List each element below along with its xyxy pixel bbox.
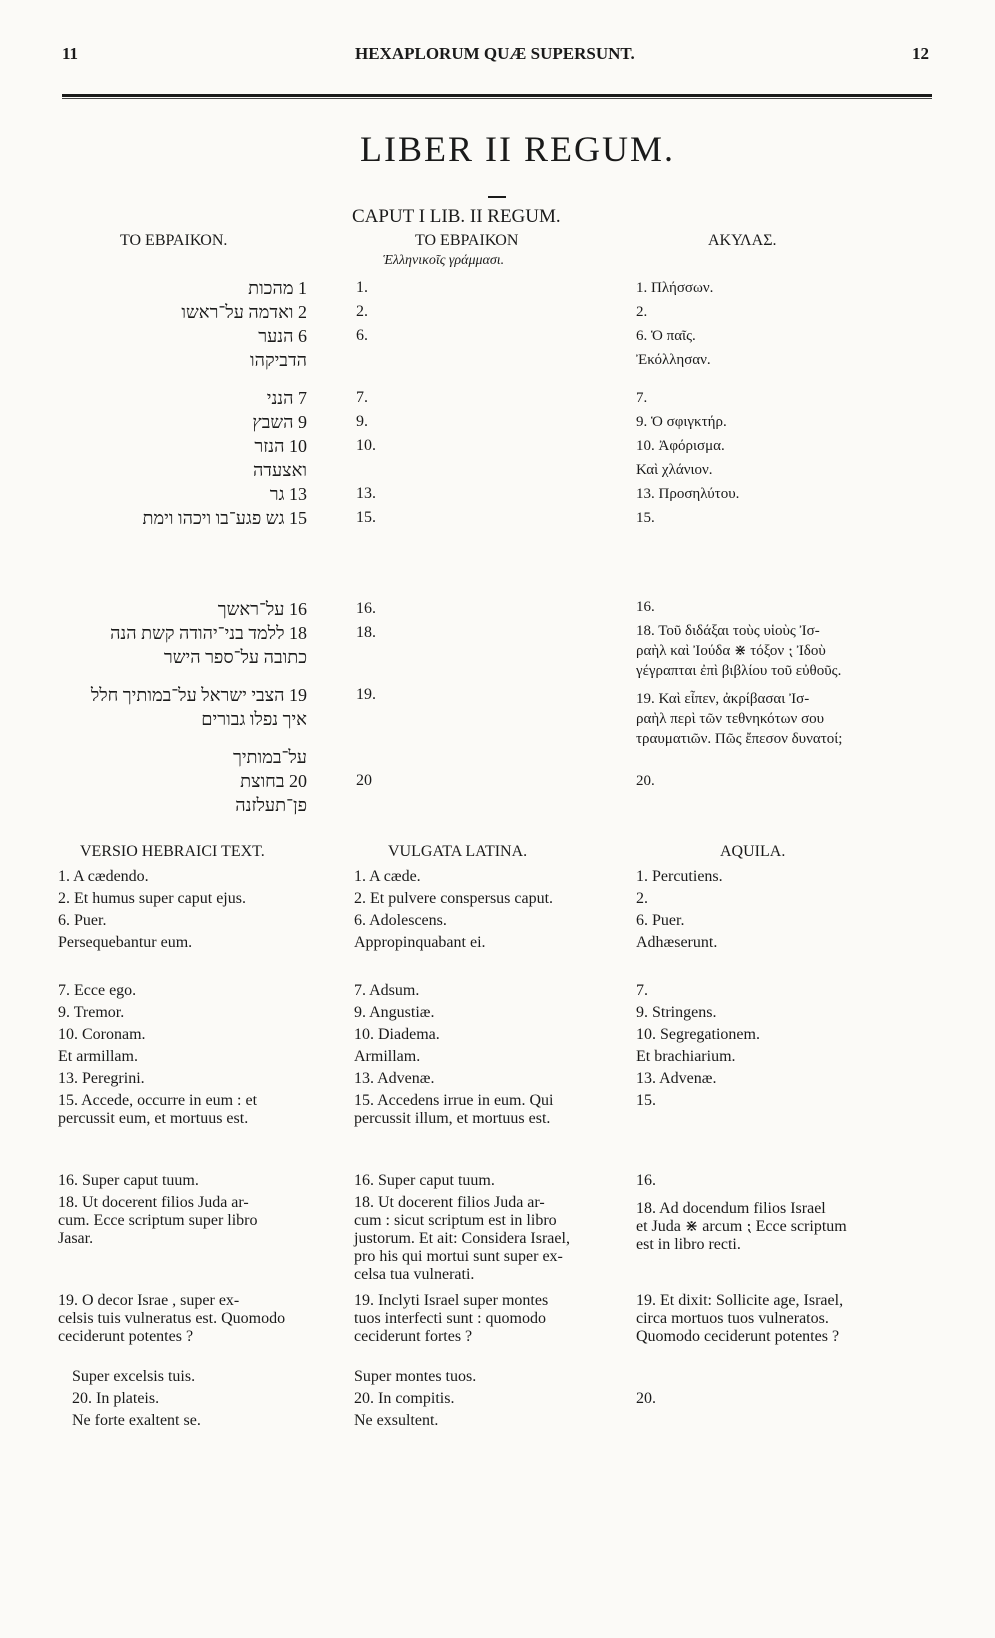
page-number-right: 12 bbox=[912, 44, 929, 63]
verse-number: 19. bbox=[356, 686, 376, 703]
greek-line: 18. Τοῦ διδάξαι τοὺς υἱοὺς Ἰσ- bbox=[636, 623, 820, 639]
latin-line: 15. Accede, occurre in eum : et bbox=[58, 1092, 258, 1109]
latin-line: 16. Super caput tuum. bbox=[58, 1172, 199, 1189]
hebrew-line: איך נפלו גבורים bbox=[201, 709, 307, 729]
aquila-greek-block-2 bbox=[636, 386, 739, 530]
latin-line: est in libro recti. bbox=[636, 1236, 741, 1253]
verse-number: 18. bbox=[356, 624, 376, 641]
aquila-column-head: ΑΚΥΛΑΣ. bbox=[708, 232, 777, 249]
translit-block-1 bbox=[356, 276, 368, 348]
latin-line: 16. bbox=[636, 1172, 656, 1189]
latin-line: Armillam. bbox=[354, 1048, 421, 1065]
latin-line: 15. bbox=[636, 1092, 656, 1109]
vulgata-column-head: VULGATA LATINA. bbox=[388, 843, 528, 860]
greek-line: Καὶ χλάνιον. bbox=[636, 462, 713, 478]
latin-line: Super montes tuos. bbox=[354, 1368, 477, 1385]
latin-line: 20. In compitis. bbox=[354, 1390, 455, 1407]
latin-line: cum. Ecce scriptum super libro bbox=[58, 1212, 258, 1229]
vulgata-block-5 bbox=[354, 1366, 476, 1432]
verse-number: 7. bbox=[356, 389, 368, 406]
hebrew-line: 18 ללמד בני־יהודה קשת הנה bbox=[110, 623, 307, 643]
verse-number: 20 bbox=[356, 772, 372, 789]
transliteration-subhead: Ἑλληνικοῖς γράμμασι. bbox=[383, 253, 505, 268]
aquila-latin-block-4 bbox=[636, 1290, 843, 1348]
latin-line: 19. O decor Israe , super ex- bbox=[58, 1292, 240, 1309]
greek-line: γέγραπται ἐπὶ βιβλίου τοῦ εὐθοῦς. bbox=[636, 663, 842, 679]
latin-line: 6. Puer. bbox=[58, 912, 107, 929]
hebrew-block-2 bbox=[143, 386, 307, 530]
latin-line: 9. Tremor. bbox=[58, 1004, 125, 1021]
latin-line: 9. Stringens. bbox=[636, 1004, 717, 1021]
verse-number: 2. bbox=[356, 303, 368, 320]
latin-line: 10. Diadema. bbox=[354, 1026, 440, 1043]
verse-number: 15. bbox=[356, 509, 376, 526]
greek-line: 20. bbox=[636, 773, 655, 789]
hebrew-line: כתובה על־ספר הישר bbox=[163, 647, 307, 667]
latin-line: pro his qui mortui sunt super ex- bbox=[354, 1248, 563, 1265]
greek-line: 13. Προσηλύτου. bbox=[636, 486, 740, 502]
greek-line: 10. Ἀφόρισμα. bbox=[636, 438, 725, 454]
latin-line: Et brachiarium. bbox=[636, 1048, 736, 1065]
latin-line: 20. bbox=[636, 1390, 656, 1407]
latin-line: celsis tuis vulneratus est. Quomodo bbox=[58, 1310, 286, 1327]
latin-line: 20. In plateis. bbox=[72, 1390, 160, 1407]
latin-line: Ne exsultent. bbox=[354, 1412, 439, 1429]
latin-line: 1. Percutiens. bbox=[636, 868, 723, 885]
translit-block-2 bbox=[356, 386, 376, 530]
greek-line: 7. bbox=[636, 390, 648, 406]
latin-line: celsa tua vulnerati. bbox=[354, 1266, 475, 1283]
hebrew-line: ואצעדה bbox=[252, 460, 307, 480]
latin-line: Et armillam. bbox=[58, 1048, 138, 1065]
versio-block-5 bbox=[72, 1366, 201, 1432]
latin-line: Appropinquabant ei. bbox=[354, 934, 486, 951]
verse-number: 13. bbox=[356, 485, 376, 502]
greek-line: 1. Πλήσσων. bbox=[636, 280, 714, 296]
hebrew-line: 7 הנני bbox=[266, 388, 307, 408]
aquila-latin-block-2 bbox=[636, 980, 760, 1112]
hebrew-line: 2 ואדמה על־ראשו bbox=[181, 302, 307, 322]
latin-line: Ne forte exaltent se. bbox=[72, 1412, 201, 1429]
vulgata-block-3 bbox=[354, 1170, 570, 1286]
greek-line: 16. bbox=[636, 599, 655, 615]
latin-line: percussit eum, et mortuus est. bbox=[58, 1110, 249, 1127]
greek-line: ραὴλ περὶ τῶν τεθνηκότων σου bbox=[636, 711, 825, 727]
greek-line: τραυματιῶν. Πῶς ἔπεσον δυνατοί; bbox=[636, 731, 843, 747]
vulgata-block-2 bbox=[354, 980, 554, 1130]
hebrew-line: 15 גש פגע־בו ויכהו וימת bbox=[142, 508, 307, 528]
versio-block-2 bbox=[58, 980, 257, 1130]
latin-line: 19. Inclyti Israel super montes bbox=[354, 1292, 549, 1309]
vulgata-block-4 bbox=[354, 1290, 548, 1348]
hebrew-line: פן־תעלזנה bbox=[235, 795, 307, 815]
latin-line: 13. Advenæ. bbox=[636, 1070, 717, 1087]
hebrew-line: 1 מהכות bbox=[248, 278, 307, 298]
latin-line: 18. Ut docerent filios Juda ar- bbox=[354, 1194, 545, 1211]
versio-block-1 bbox=[58, 866, 246, 954]
hebrew-line: הדביקהו bbox=[250, 350, 307, 370]
hebrew-block-1 bbox=[181, 276, 307, 372]
verse-number: 16. bbox=[356, 600, 376, 617]
vulgata-block-1 bbox=[354, 866, 553, 954]
aquila-greek-block-1 bbox=[636, 276, 713, 372]
transliteration-column-head: ΤΟ ΕΒΡΑΙΚΟΝ bbox=[415, 232, 519, 249]
header-rule bbox=[62, 94, 932, 97]
latin-line: 10. Coronam. bbox=[58, 1026, 146, 1043]
hebrew-line: 6 הנער bbox=[258, 326, 307, 346]
latin-line: 6. Adolescens. bbox=[354, 912, 447, 929]
hebrew-line: 10 הנזר bbox=[254, 436, 307, 456]
latin-line: Jasar. bbox=[58, 1230, 94, 1247]
verse-number: 1. bbox=[356, 279, 368, 296]
aquila-latin-block-1 bbox=[636, 866, 723, 954]
versio-column-head: VERSIO HEBRAICI TEXT. bbox=[80, 843, 265, 860]
greek-line: Ἐκόλλησαν. bbox=[636, 352, 711, 368]
greek-line: ραὴλ καὶ Ἰούδα ⋇ τόξον ⁏ Ἰδοὺ bbox=[636, 643, 826, 659]
greek-line: 9. Ὁ σφιγκτήρ. bbox=[636, 414, 727, 430]
translit-block-3 bbox=[356, 597, 376, 793]
latin-line: 15. Accedens irrue in eum. Qui bbox=[354, 1092, 554, 1109]
verse-number: 10. bbox=[356, 437, 376, 454]
verse-number: 6. bbox=[356, 327, 368, 344]
aquila-greek-block-3 bbox=[636, 597, 842, 791]
latin-line: 19. Et dixit: Sollicite age, Israel, bbox=[636, 1292, 844, 1309]
running-head: HEXAPLORUM QUÆ SUPERSUNT. bbox=[355, 44, 635, 63]
latin-line: 7. Ecce ego. bbox=[58, 982, 137, 999]
latin-line: 2. Et pulvere conspersus caput. bbox=[354, 890, 554, 907]
title-dash bbox=[488, 196, 506, 198]
hebrew-line: 16 על־ראשך bbox=[217, 599, 307, 619]
book-title: LIBER II REGUM. bbox=[360, 129, 675, 169]
latin-line: 6. Puer. bbox=[636, 912, 685, 929]
aquila-latin-block-5 bbox=[636, 1388, 656, 1410]
greek-line: 15. bbox=[636, 510, 655, 526]
hebrew-line: 19 הצבי ישראל על־במותיך חלל bbox=[90, 685, 307, 705]
latin-line: 16. Super caput tuum. bbox=[354, 1172, 495, 1189]
hebrew-line: על־במותיך bbox=[233, 747, 307, 767]
latin-line: tuos interfecti sunt : quomodo bbox=[354, 1310, 546, 1327]
versio-block-4 bbox=[58, 1290, 285, 1348]
aquila-latin-column-head: AQUILA. bbox=[720, 843, 786, 860]
header-rule-thin bbox=[62, 98, 932, 99]
latin-line: ceciderunt fortes ? bbox=[354, 1328, 473, 1345]
hebrew-line: 13 גר bbox=[269, 484, 307, 504]
hebrew-line: 20 בחוצת bbox=[240, 771, 307, 791]
page-number-left: 11 bbox=[62, 44, 79, 63]
latin-line: Quomodo ceciderunt potentes ? bbox=[636, 1328, 840, 1345]
latin-line: Adhæserunt. bbox=[636, 934, 718, 951]
latin-line: ceciderunt potentes ? bbox=[58, 1328, 194, 1345]
aquila-latin-block-3 bbox=[636, 1170, 847, 1256]
latin-line: 9. Angustiæ. bbox=[354, 1004, 435, 1021]
latin-line: et Juda ⋇ arcum ⁏ Ecce scriptum bbox=[636, 1218, 847, 1235]
hebrew-column-head: ΤΟ ΕΒΡΑΙΚΟΝ. bbox=[120, 232, 228, 249]
greek-line: 19. Καὶ εἶπεν, ἀκρίβασαι Ἰσ- bbox=[636, 691, 810, 707]
latin-line: Persequebantur eum. bbox=[58, 934, 193, 951]
latin-line: 18. Ut docerent filios Juda ar- bbox=[58, 1194, 249, 1211]
greek-line: 6. Ὁ παῖς. bbox=[636, 328, 696, 344]
hebrew-block-3 bbox=[91, 597, 307, 817]
versio-block-3 bbox=[58, 1170, 258, 1250]
latin-line: 1. A cædendo. bbox=[58, 868, 149, 885]
verse-number: 9. bbox=[356, 413, 368, 430]
chapter-heading: CAPUT I LIB. II REGUM. bbox=[352, 206, 561, 227]
latin-line: 7. bbox=[636, 982, 648, 999]
latin-line: circa mortuos tuos vulneratos. bbox=[636, 1310, 829, 1327]
greek-line: 2. bbox=[636, 304, 648, 320]
latin-line: justorum. Et ait: Considera Israel, bbox=[354, 1230, 570, 1247]
latin-line: 13. Advenæ. bbox=[354, 1070, 435, 1087]
hebrew-line: 9 השבץ bbox=[252, 412, 307, 432]
latin-line: 13. Peregrini. bbox=[58, 1070, 145, 1087]
latin-line: 2. Et humus super caput ejus. bbox=[58, 890, 246, 907]
latin-line: percussit illum, et mortuus est. bbox=[354, 1110, 551, 1127]
latin-line: 18. Ad docendum filios Israel bbox=[636, 1200, 826, 1217]
latin-line: Super excelsis tuis. bbox=[72, 1368, 196, 1385]
latin-line: 10. Segregationem. bbox=[636, 1026, 760, 1043]
latin-line: 7. Adsum. bbox=[354, 982, 420, 999]
latin-line: 1. A cæde. bbox=[354, 868, 421, 885]
latin-line: cum : sicut scriptum est in libro bbox=[354, 1212, 557, 1229]
latin-line: 2. bbox=[636, 890, 648, 907]
